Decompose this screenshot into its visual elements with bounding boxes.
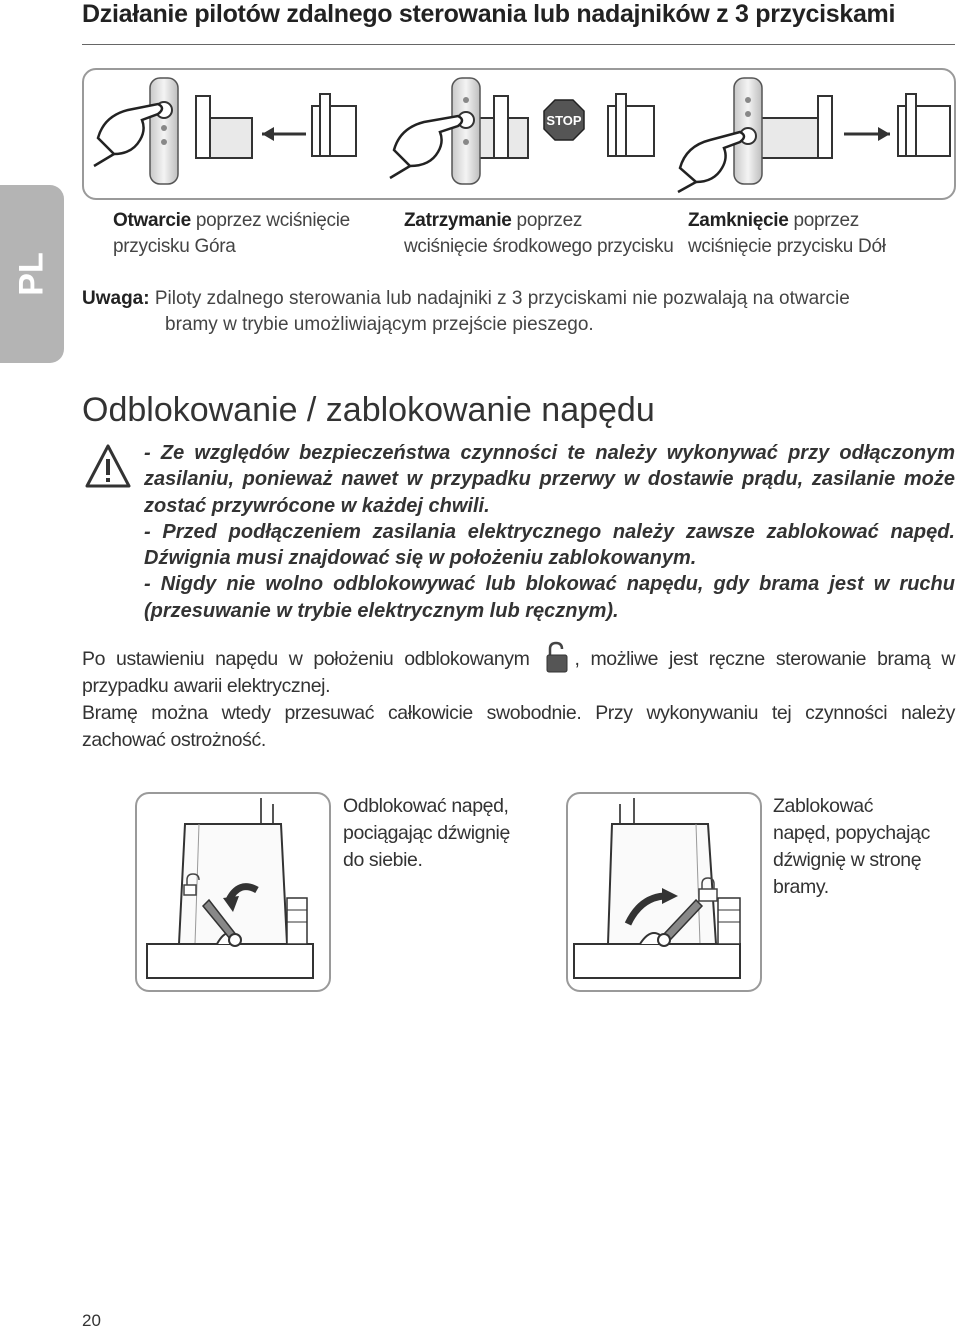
fig1-line-2: pociągając dźwignię bbox=[343, 822, 510, 844]
gate-close-scene bbox=[760, 94, 950, 158]
remote-control-2 bbox=[390, 78, 480, 184]
caption-stop-line2: wciśnięcie środkowego przycisku bbox=[404, 236, 674, 257]
fig2-line-4: bramy. bbox=[773, 876, 829, 898]
caption-close-text: poprzez bbox=[788, 210, 859, 231]
note-line2: bramy w trybie umożliwiającym przejście pieszego. bbox=[165, 314, 594, 335]
figure-unlock-caption bbox=[343, 793, 523, 874]
page-number: 20 bbox=[82, 1311, 101, 1330]
fig2-line-2: napęd, popychając bbox=[773, 822, 930, 844]
caption-open bbox=[113, 208, 403, 260]
caption-stop-text: poprzez bbox=[511, 210, 583, 231]
fig1-line-1: Odblokować napęd, bbox=[343, 795, 509, 817]
title-divider bbox=[82, 44, 955, 45]
caption-close-bold: Zamknięcie bbox=[688, 210, 789, 231]
language-label: PL bbox=[12, 252, 51, 296]
figure-lock bbox=[566, 792, 762, 992]
language-tab bbox=[0, 185, 64, 363]
figure-unlock bbox=[135, 792, 331, 992]
warning-2: - Przed podłączeniem zasilania elektrycznego należy zawsze zablokować napęd. Dźwignia musi znajdować się w położeniu zablokowanym. bbox=[144, 520, 955, 570]
remote-control-3 bbox=[678, 78, 762, 192]
note bbox=[82, 286, 960, 338]
fig1-line-3: do siebie. bbox=[343, 849, 423, 871]
para1-before: Po ustawieniu napędu w położeniu odblokowanym bbox=[82, 648, 541, 670]
unlocked-paragraph bbox=[82, 641, 955, 700]
gate-open-scene bbox=[196, 94, 356, 158]
warning-3: - Nigdy nie wolno odblokowywać lub blokować napędu, gdy brama jest w ruchu (przesuwanie w trybie elektrycznym lub ręcznym). bbox=[144, 573, 955, 622]
fig2-line-3: dźwignię w stronę bbox=[773, 849, 922, 871]
remote-control-1 bbox=[94, 78, 178, 184]
remote-control-illustration bbox=[82, 68, 956, 200]
caption-stop bbox=[404, 208, 694, 260]
caption-stop-bold: Zatrzymanie bbox=[404, 210, 512, 231]
caption-open-line2: przycisku Góra bbox=[113, 236, 236, 257]
note-line1: Piloty zdalnego sterowania lub nadajniki z 3 przyciskami nie pozwalają na otwarcie bbox=[149, 288, 850, 309]
figure-lock-caption bbox=[773, 793, 953, 901]
fig2-line-1: Zablokować bbox=[773, 795, 874, 817]
note-label: Uwaga: bbox=[82, 288, 150, 309]
warning-icon bbox=[84, 442, 132, 490]
para1-after: , możliwe jest ręczne sterowanie bramą w przypadku awarii elektrycznej. bbox=[82, 648, 956, 697]
free-movement-paragraph bbox=[82, 700, 955, 754]
safety-warnings bbox=[144, 440, 955, 624]
page-title: Działanie pilotów zdalnego sterowania lub nadajników z 3 przyciskami bbox=[82, 0, 896, 28]
caption-open-bold: Otwarcie bbox=[113, 210, 191, 231]
para2: Bramę można wtedy przesuwać całkowicie swobodnie. Przy wykonywaniu tej czynności należy zachować ostrożność. bbox=[82, 702, 955, 751]
stop-sign-label: STOP bbox=[546, 113, 582, 128]
warning-1: - Ze względów bezpieczeństwa czynności te należy wykonywać przy odłączonym zasilaniu, ponieważ nawet w przypadku przerwy w dostawie prądu, zasilanie może zostać przywrócone w każdej chwili. bbox=[144, 442, 955, 517]
caption-open-text: poprzez wciśnięcie bbox=[190, 210, 350, 231]
gate-stop-scene bbox=[458, 94, 654, 158]
caption-close-line2: wciśnięcie przycisku Dół bbox=[688, 236, 886, 257]
unlocked-padlock-icon bbox=[544, 641, 570, 673]
caption-close bbox=[688, 208, 960, 260]
section-title: Odblokowanie / zablokowanie napędu bbox=[82, 391, 655, 429]
